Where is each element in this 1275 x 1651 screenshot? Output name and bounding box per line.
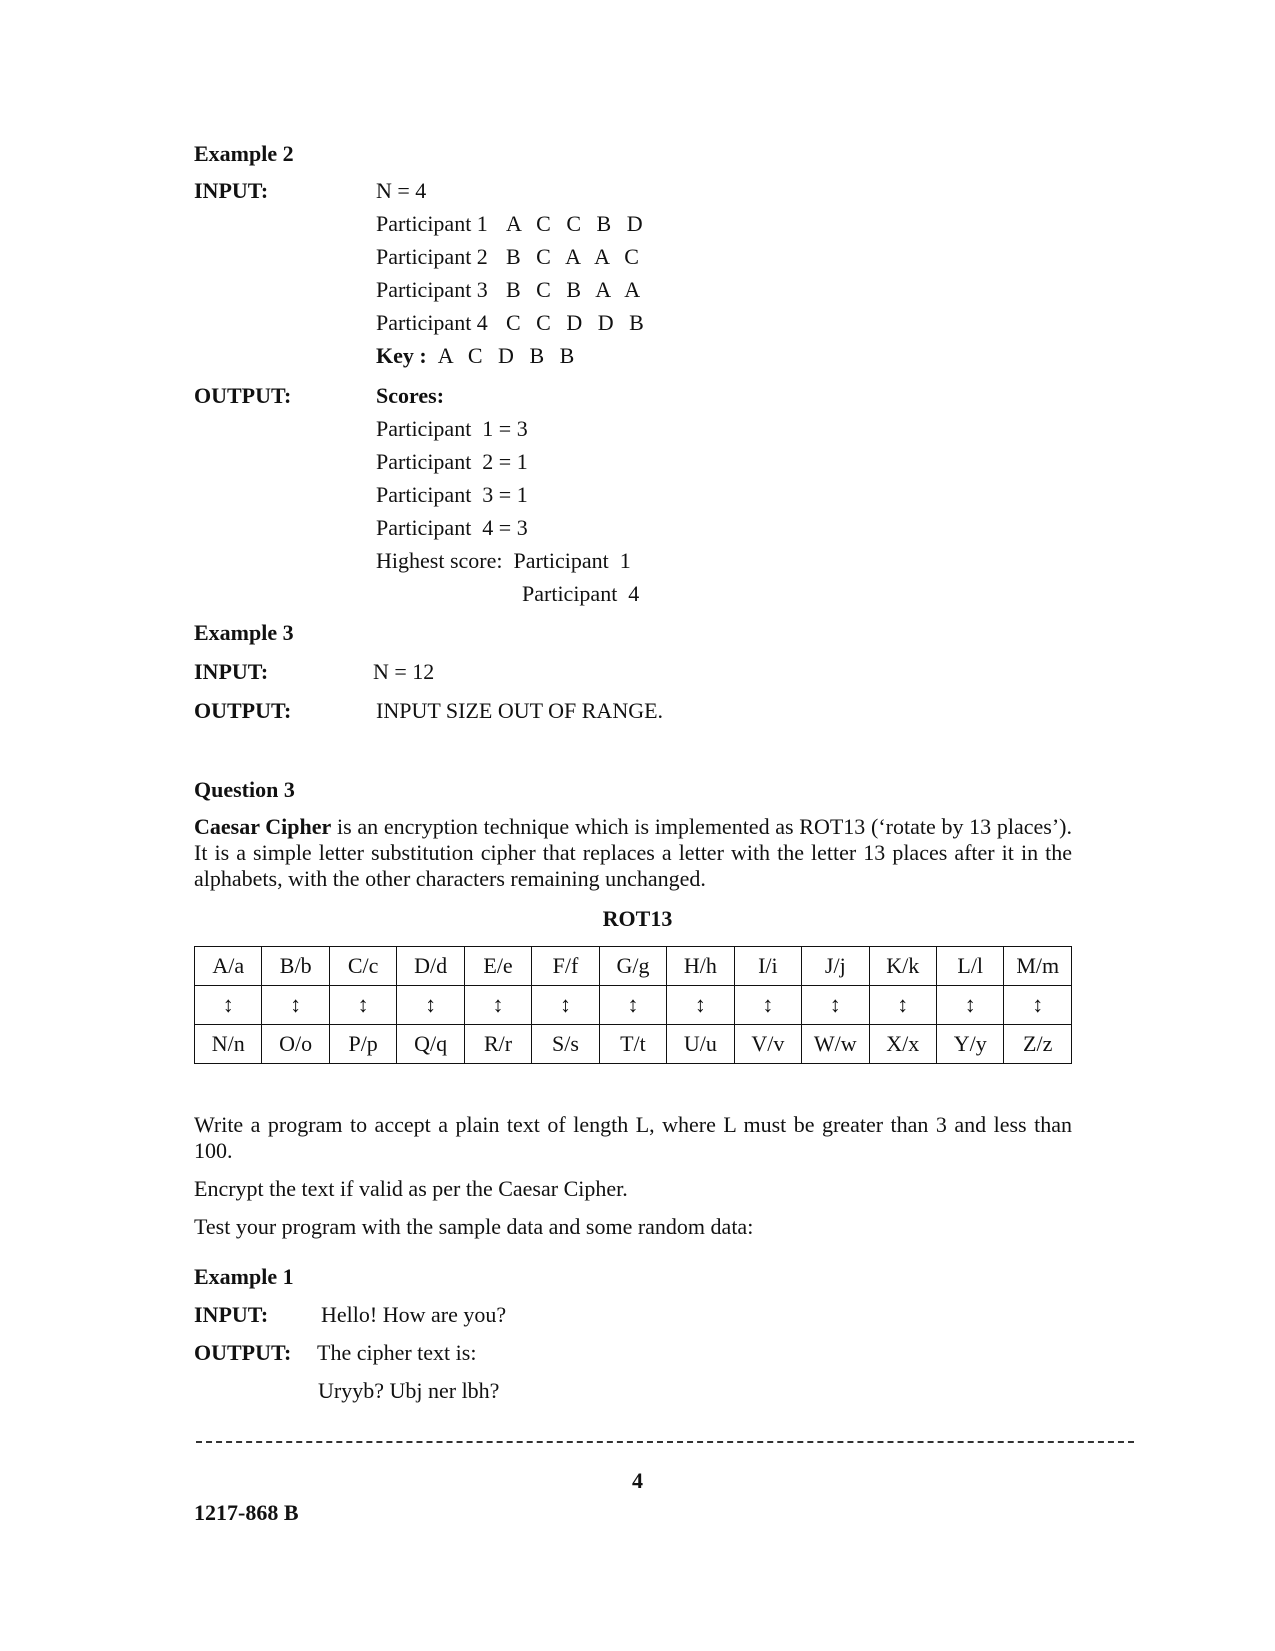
participant-row: Participant 1 A C C B D — [376, 211, 645, 236]
up-down-arrow-icon: ↕ — [667, 986, 734, 1025]
participant-row: Participant 2 B C A A C — [376, 244, 641, 269]
example-2-input-block — [376, 178, 646, 376]
example-3-output-value: INPUT SIZE OUT OF RANGE. — [376, 698, 664, 723]
table-cell: P/p — [329, 1025, 396, 1064]
table-cell: X/x — [869, 1025, 936, 1064]
question-3-encrypt-instruction: Encrypt the text if valid as per the Caesar Cipher. — [194, 1176, 628, 1201]
example-2-input-label: INPUT: — [194, 178, 269, 203]
table-cell: Y/y — [936, 1025, 1003, 1064]
scores-label: Scores: — [376, 383, 445, 408]
table-cell: L/l — [936, 947, 1003, 986]
table-cell: F/f — [532, 947, 599, 986]
table-cell: S/s — [532, 1025, 599, 1064]
table-cell: B/b — [262, 947, 329, 986]
up-down-arrow-icon: ↕ — [329, 986, 396, 1025]
score-line: Participant 3 = 1 — [376, 482, 528, 507]
table-cell: Z/z — [1004, 1025, 1072, 1064]
table-cell: I/i — [734, 947, 801, 986]
table-cell: K/k — [869, 947, 936, 986]
table-cell: O/o — [262, 1025, 329, 1064]
table-cell: R/r — [464, 1025, 531, 1064]
example-1-title: Example 1 — [194, 1264, 294, 1289]
page-number: 4 — [632, 1468, 643, 1493]
up-down-arrow-icon: ↕ — [532, 986, 599, 1025]
table-cell: Q/q — [397, 1025, 464, 1064]
example-3-output-label: OUTPUT: — [194, 698, 292, 723]
table-cell: U/u — [667, 1025, 734, 1064]
up-down-arrow-icon: ↕ — [464, 986, 531, 1025]
rot13-table — [194, 946, 1072, 1064]
score-line: Participant 1 = 3 — [376, 416, 528, 441]
example-2-output-label: OUTPUT: — [194, 383, 292, 408]
example-1-output-line-1: The cipher text is: — [317, 1340, 477, 1365]
table-cell: N/n — [195, 1025, 262, 1064]
table-cell: V/v — [734, 1025, 801, 1064]
highest-score-line: Highest score: Participant 1 — [376, 548, 631, 573]
example-1-input-value: Hello! How are you? — [321, 1302, 507, 1327]
key-label: Key : — [376, 343, 427, 368]
example-2-output-block — [376, 383, 639, 614]
question-3-intro: Caesar Cipher is an encryption technique which is implemented as ROT13 (‘rotate by 13 places’). It is a simple letter substitution cipher that replaces a letter with the letter 13 places after it in the alphabets, with the other characters remaining unchanged. — [194, 814, 1072, 891]
participant-row: Participant 4 C C D D B — [376, 310, 646, 335]
example-1-output-line-2: Uryyb? Ubj ner lbh? — [318, 1378, 500, 1403]
up-down-arrow-icon: ↕ — [195, 986, 262, 1025]
participant-row: Participant 3 B C B A A — [376, 277, 643, 302]
up-down-arrow-icon: ↕ — [734, 986, 801, 1025]
table-cell: D/d — [397, 947, 464, 986]
example-3-input-value: N = 12 — [373, 659, 435, 684]
example-3-title: Example 3 — [194, 620, 294, 645]
rot13-table-title: ROT13 — [602, 906, 673, 931]
up-down-arrow-icon: ↕ — [1004, 986, 1072, 1025]
question-3-test-instruction: Test your program with the sample data and some random data: — [194, 1214, 754, 1239]
table-cell: A/a — [195, 947, 262, 986]
up-down-arrow-icon: ↕ — [936, 986, 1003, 1025]
table-row-bottom — [195, 1025, 1072, 1064]
example-3-input-label: INPUT: — [194, 659, 269, 684]
table-cell: C/c — [329, 947, 396, 986]
example-2-title: Example 2 — [194, 141, 294, 166]
up-down-arrow-icon: ↕ — [869, 986, 936, 1025]
question-3-instruction: Write a program to accept a plain text of length L, where L must be greater than 3 and less than 100. — [194, 1112, 1072, 1163]
up-down-arrow-icon: ↕ — [599, 986, 666, 1025]
highest-score-line-2: Participant 4 — [522, 581, 640, 606]
table-row-top — [195, 947, 1072, 986]
answer-key-row — [376, 343, 646, 376]
input-n: N = 4 — [376, 178, 427, 203]
score-line: Participant 4 = 3 — [376, 515, 528, 540]
table-cell: T/t — [599, 1025, 666, 1064]
score-line: Participant 2 = 1 — [376, 449, 528, 474]
up-down-arrow-icon: ↕ — [802, 986, 869, 1025]
up-down-arrow-icon: ↕ — [397, 986, 464, 1025]
table-cell: G/g — [599, 947, 666, 986]
table-cell: W/w — [802, 1025, 869, 1064]
table-cell: J/j — [802, 947, 869, 986]
key-value: A C D B B — [437, 343, 577, 368]
question-3-title: Question 3 — [194, 777, 295, 802]
table-cell: M/m — [1004, 947, 1072, 986]
table-cell: H/h — [667, 947, 734, 986]
example-1-input-label: INPUT: — [194, 1302, 269, 1327]
example-1-output-label: OUTPUT: — [194, 1340, 292, 1365]
document-code: 1217-868 B — [194, 1500, 299, 1525]
table-cell: E/e — [464, 947, 531, 986]
up-down-arrow-icon: ↕ — [262, 986, 329, 1025]
footer-divider — [196, 1441, 1134, 1443]
table-row-arrows — [195, 986, 1072, 1025]
